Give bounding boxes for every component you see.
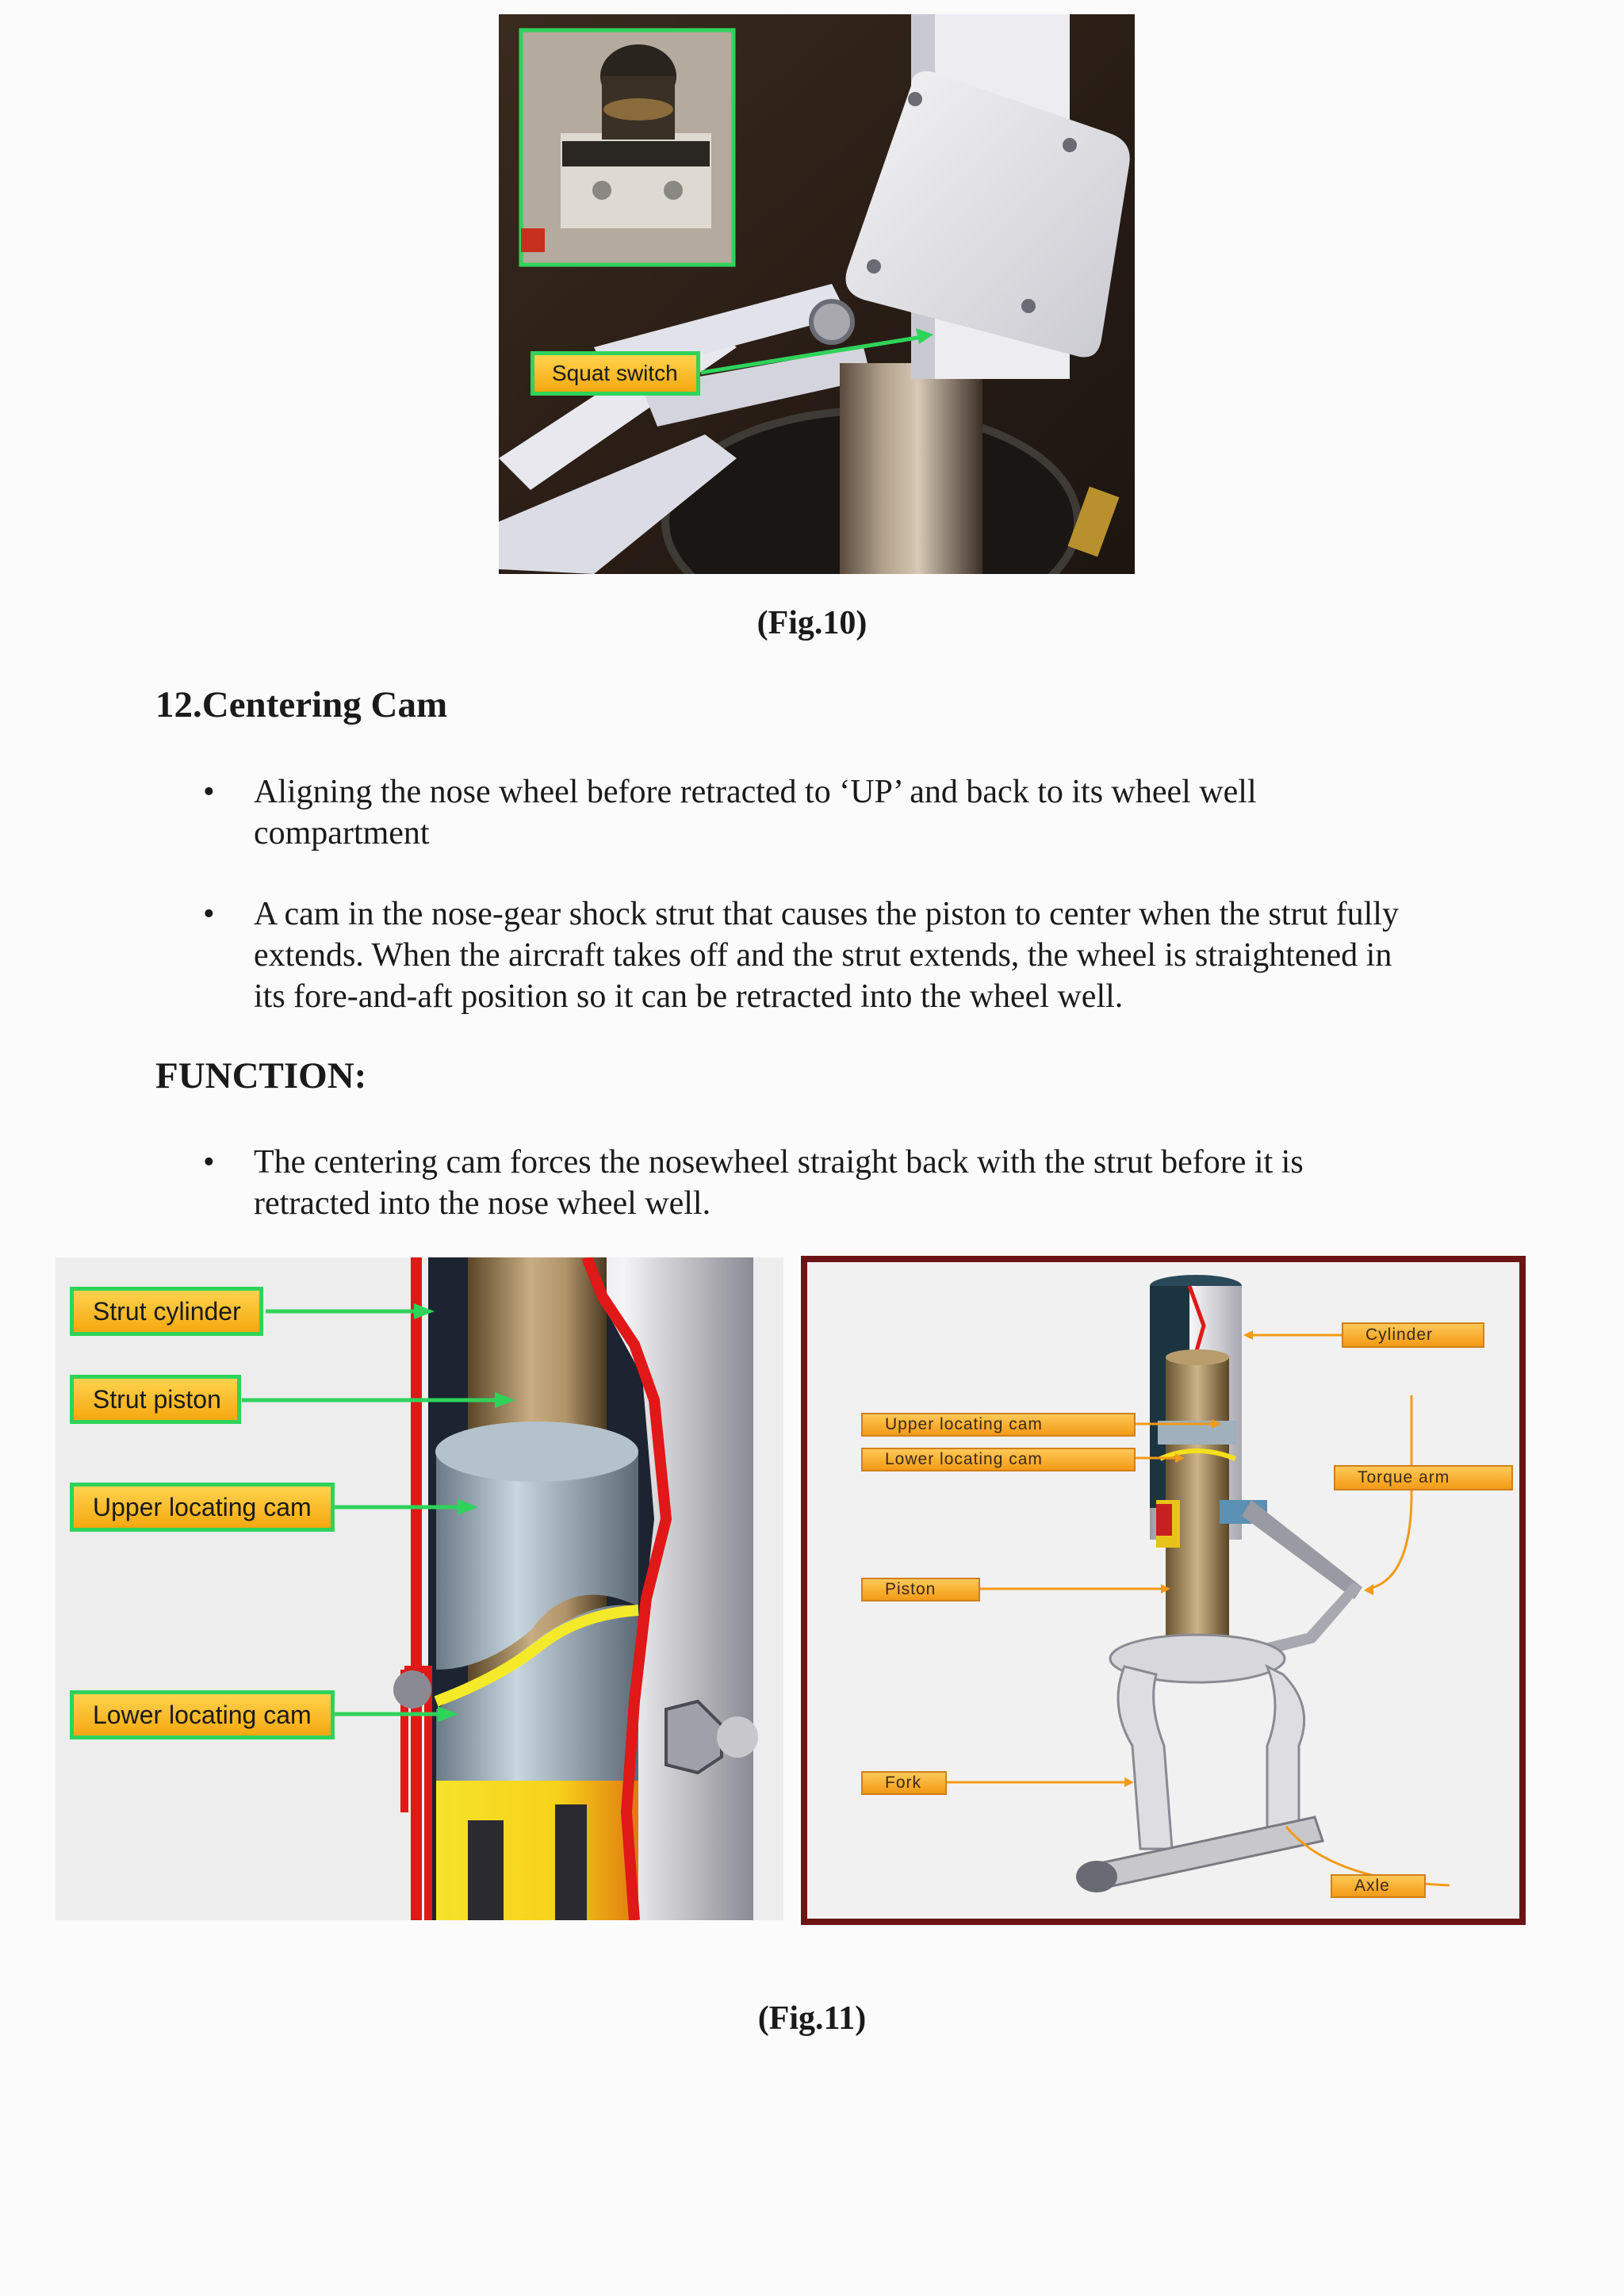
- cylinder-label: Cylinder: [1342, 1322, 1484, 1348]
- fig10-caption: (Fig.10): [756, 605, 868, 641]
- bullet-symbol: •: [203, 774, 215, 810]
- fig11-left-cutaway: [56, 1257, 783, 1920]
- upper-locating-cam-label: Upper locating cam: [70, 1483, 335, 1532]
- fig10-photo: [499, 14, 1135, 574]
- bullet-symbol: •: [203, 1144, 215, 1181]
- piston-label: Piston: [861, 1578, 980, 1601]
- fig11-caption: (Fig.11): [757, 2000, 867, 2037]
- function-heading: FUNCTION:: [155, 1055, 367, 1096]
- section-heading: 12.Centering Cam: [155, 684, 448, 725]
- squat-switch-callout: Squat switch: [530, 351, 700, 396]
- bullet-text: The centering cam forces the nosewheel straight back with the strut before it is retracted into the nose wheel well.: [254, 1144, 1304, 1222]
- bullet-text: Aligning the nose wheel before retracted to ‘UP’ and back to its wheel well compartment: [254, 774, 1257, 851]
- bullet-text: A cam in the nose-gear shock strut that causes the piston to center when the strut fully extends. When the aircraft takes off and the strut extends, the wheel is straightened in its fore-and-aft position so it can be retracted into the wheel well.: [254, 896, 1399, 1015]
- axle-label: Axle: [1331, 1874, 1426, 1898]
- upper-locating-cam-label-right: Upper locating cam: [861, 1413, 1136, 1437]
- torque-arm-label: Torque arm: [1334, 1465, 1513, 1490]
- bullet-item: [203, 894, 1427, 1017]
- fig11-right-diagram: [801, 1256, 1526, 1925]
- strut-cylinder-label: Strut cylinder: [70, 1287, 263, 1336]
- lower-locating-cam-label-right: Lower locating cam: [861, 1448, 1136, 1471]
- fork-label: Fork: [861, 1771, 947, 1795]
- bullet-item: [203, 771, 1427, 854]
- strut-piston-label: Strut piston: [70, 1375, 241, 1424]
- bullet-item: [203, 1142, 1427, 1224]
- strut-cutaway-diagram: [56, 1257, 783, 1920]
- squat-switch-photo: [499, 14, 1135, 574]
- bullet-symbol: •: [203, 896, 215, 932]
- lower-locating-cam-label: Lower locating cam: [70, 1690, 335, 1739]
